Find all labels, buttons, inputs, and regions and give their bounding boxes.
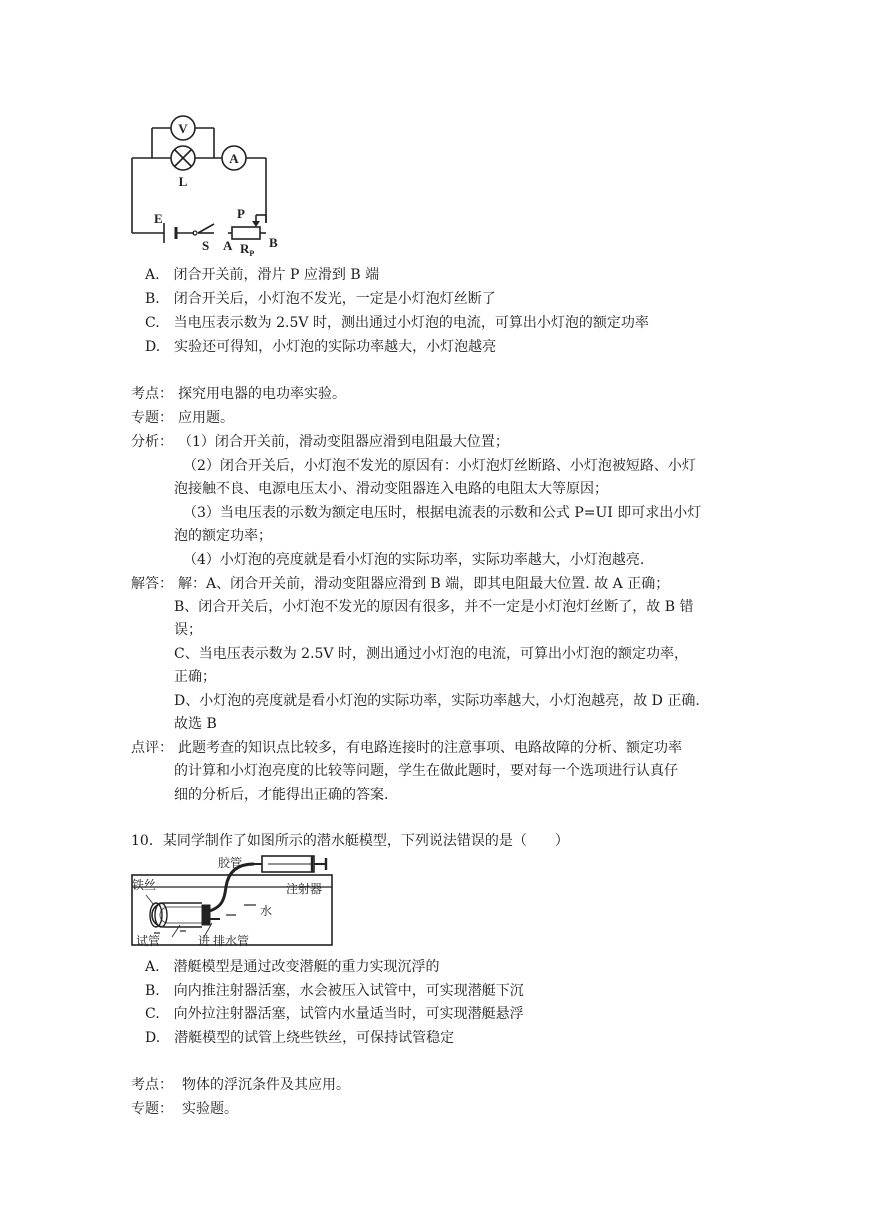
q9-fenxi-line: （1）闭合开关前，滑动变阻器应滑到电阻最大位置； [178,434,509,450]
resistor-label: $R_P$ [240,241,255,258]
q9-dianping-label: 点评： [131,740,173,756]
drain-label: 进 排水管 [198,934,250,948]
q9-jieda-line: 正确； [174,669,216,685]
q9-dianping-line: 的计算和小灯泡亮度的比较等问题，学生在做此题时，要对每一个选项进行认真仔 [174,763,678,779]
water-label: 水 [260,904,273,918]
q10-option-b: B. 向内推注射器活塞，水会被压入试管中，可实现潜艇下沉 [145,983,524,999]
q9-jieda-line: 误； [174,622,202,638]
q9-jieda-line: C、当电压表示数为 2.5V 时，测出通过小灯泡的电流，可算出小灯泡的额定功率， [174,646,688,662]
voltmeter-label: V [178,121,188,136]
q9-jieda-line: B、闭合开关后，小灯泡不发光的原因有很多，并不一定是小灯泡灯丝断了，故 B 错 [174,599,694,615]
q9-fenxi-line: 泡接触不良、电源电压太小、滑动变阻器连入电路的电阻太大等原因； [174,481,608,497]
q9-option-d: D. 实验还可得知，小灯泡的实际功率越大，小灯泡越亮 [145,339,497,355]
q9-fenxi-line: （4）小灯泡的亮度就是看小灯泡的实际功率，实际功率越大，小灯泡越亮. [183,552,645,568]
q9-zhuanti: 应用题。 [178,410,234,426]
q9-option-a: A. 闭合开关前，滑片 P 应滑到 B 端 [145,267,380,283]
q10-option-c: C. 向外拉注射器活塞，试管内水量适当时，可实现潜艇悬浮 [145,1006,524,1022]
q9-jieda-line: D、小灯泡的亮度就是看小灯泡的实际功率，实际功率越大，小灯泡越亮，故 D 正确. [174,693,700,709]
q9-option-b: B. 闭合开关后，小灯泡不发光，一定是小灯泡灯丝断了 [145,291,496,307]
lamp-label: L [178,174,188,189]
end-b-label: B [269,235,278,250]
battery-label: E [154,211,163,226]
q9-dianping-line: 此题考查的知识点比较多，有电路连接时的注意事项、电路故障的分析、额定功率 [178,740,682,756]
q9-kaodian: 探究用电器的电功率实验。 [178,386,346,402]
q9-option-c: C. 当电压表示数为 2.5V 时，测出通过小灯泡的电流，可算出小灯泡的额定功率 [145,315,649,331]
circuit-diagram [128,115,288,258]
q9-jieda-line: 故选 B [174,716,217,732]
q10-option-d: D. 潜艇模型的试管上绕些铁丝，可保持试管稳定 [145,1030,455,1046]
q10-kaodian: 物体的浮沉条件及其应用。 [182,1077,350,1093]
switch-label: S [202,238,210,253]
q10-option-a: A. 潜艇模型是通过改变潜艇的重力实现沉浮的 [145,959,440,975]
q9-fenxi-line: （2）闭合开关后，小灯泡不发光的原因有：小灯泡灯丝断路、小灯泡被短路、小灯 [183,458,696,474]
q9-fenxi-line: （3）当电压表的示数为额定电压时，根据电流表的示数和公式 P=UI 即可求出小灯 [183,505,702,521]
q10-stem: 10．某同学制作了如图所示的潜水艇模型，下列说法错误的是（ ） [131,833,569,849]
hose-label: 胶管 [218,856,243,870]
wire-label: 铁丝 [132,878,157,892]
slider-label: P [237,206,245,221]
q9-jieda-line: 解：A、闭合开关前，滑动变阻器应滑到 B 端，即其电阻最大位置. 故 A 正确； [178,576,670,592]
q9-jieda-label: 解答： [131,576,173,592]
q10-zhuanti: 实验题。 [182,1101,238,1117]
q9-dianping-line: 细的分析后，才能得出正确的答案. [174,787,389,803]
submarine-diagram [128,853,340,949]
q9-fenxi-line: 泡的额定功率； [174,528,272,544]
q9-fenxi-label: 分析： [131,434,173,450]
syringe-label: 注射器 [286,882,323,896]
ammeter-label: A [229,151,239,166]
tube-label: 试管 [136,934,161,948]
q9-zhuanti-label: 专题： [131,410,173,426]
q9-kaodian-label: 考点： [131,386,173,402]
q10-zhuanti-label: 专题： [131,1101,173,1117]
q10-kaodian-label: 考点： [131,1077,173,1093]
end-a-label: A [223,238,233,253]
